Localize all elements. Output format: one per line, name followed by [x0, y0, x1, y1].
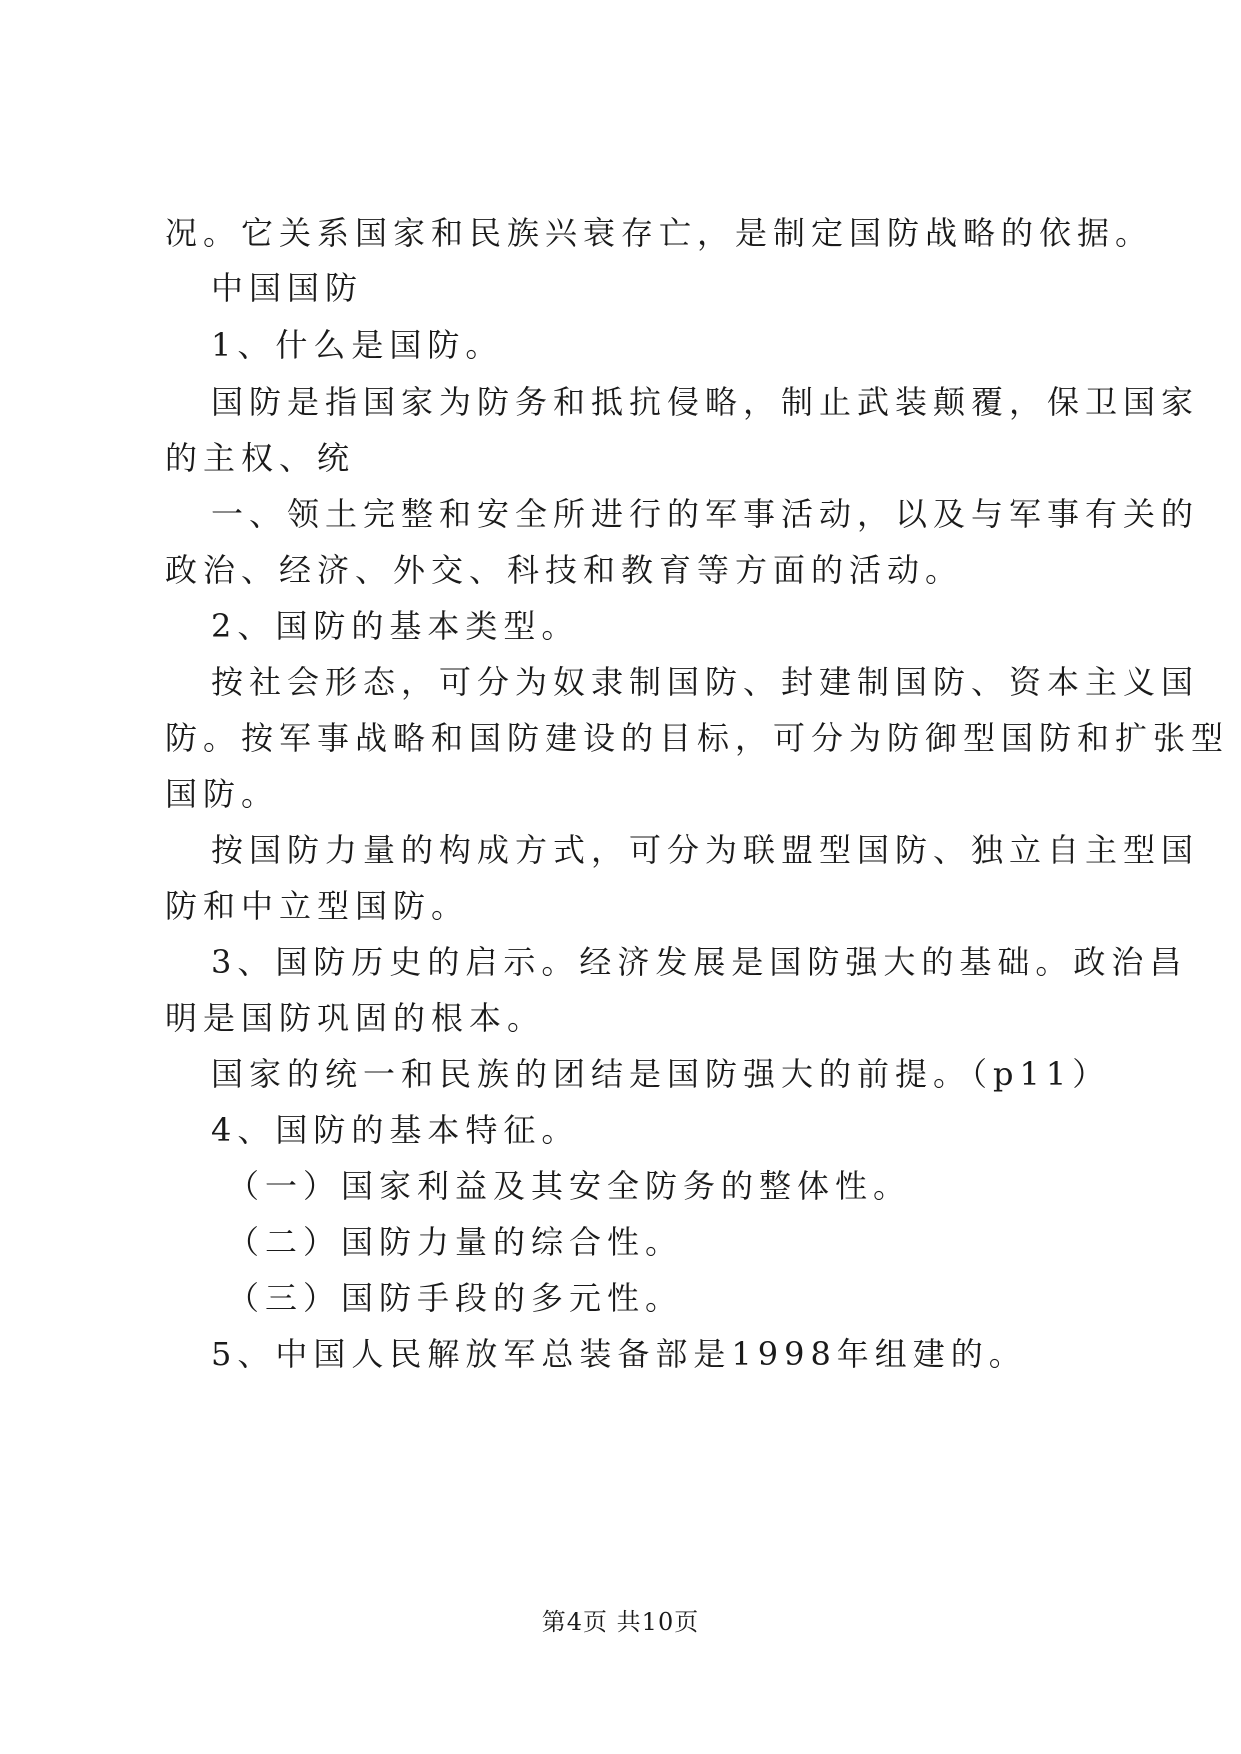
text-line: 2、国防的基本类型。: [211, 607, 580, 645]
page-footer: 第4页 共10页: [541, 1608, 700, 1636]
list-item: （三）国防手段的多元性。: [227, 1279, 684, 1317]
text-line: 按国防力量的构成方式，可分为联盟型国防、独立自主型国: [211, 831, 1200, 869]
text-line: 国防。: [165, 775, 280, 813]
text-line: 明是国防巩固的根本。: [165, 999, 546, 1037]
list-item: （二）国防力量的综合性。: [227, 1223, 684, 1261]
text-line: 政治、经济、外交、科技和教育等方面的活动。: [165, 551, 964, 589]
text-line: 4、国防的基本特征。: [211, 1111, 580, 1149]
text-line: 的主权、统: [165, 439, 356, 477]
text-line: 防。按军事战略和国防建设的目标，可分为防御型国防和扩张型: [165, 719, 1230, 757]
text-line: 一、领土完整和安全所进行的军事活动，以及与军事有关的: [211, 495, 1200, 533]
text-line: 3、国防历史的启示。经济发展是国防强大的基础。政治昌: [211, 943, 1188, 981]
text-line: 防和中立型国防。: [165, 887, 470, 925]
list-item: （一）国家利益及其安全防务的整体性。: [227, 1167, 912, 1205]
text-line: 国防是指国家为防务和抵抗侵略，制止武装颠覆，保卫国家: [211, 383, 1200, 421]
text-line: 5、中国人民解放军总装备部是1998年组建的。: [211, 1335, 1027, 1373]
text-line: 况。它关系国家和民族兴衰存亡，是制定国防战略的依据。: [165, 214, 1154, 252]
text-line: 1、什么是国防。: [211, 326, 504, 364]
section-heading: 中国国防: [211, 269, 364, 307]
text-line: 国家的统一和民族的团结是国防强大的前提。（p11）: [211, 1055, 1111, 1093]
text-line: 按社会形态，可分为奴隶制国防、封建制国防、资本主义国: [211, 663, 1200, 701]
